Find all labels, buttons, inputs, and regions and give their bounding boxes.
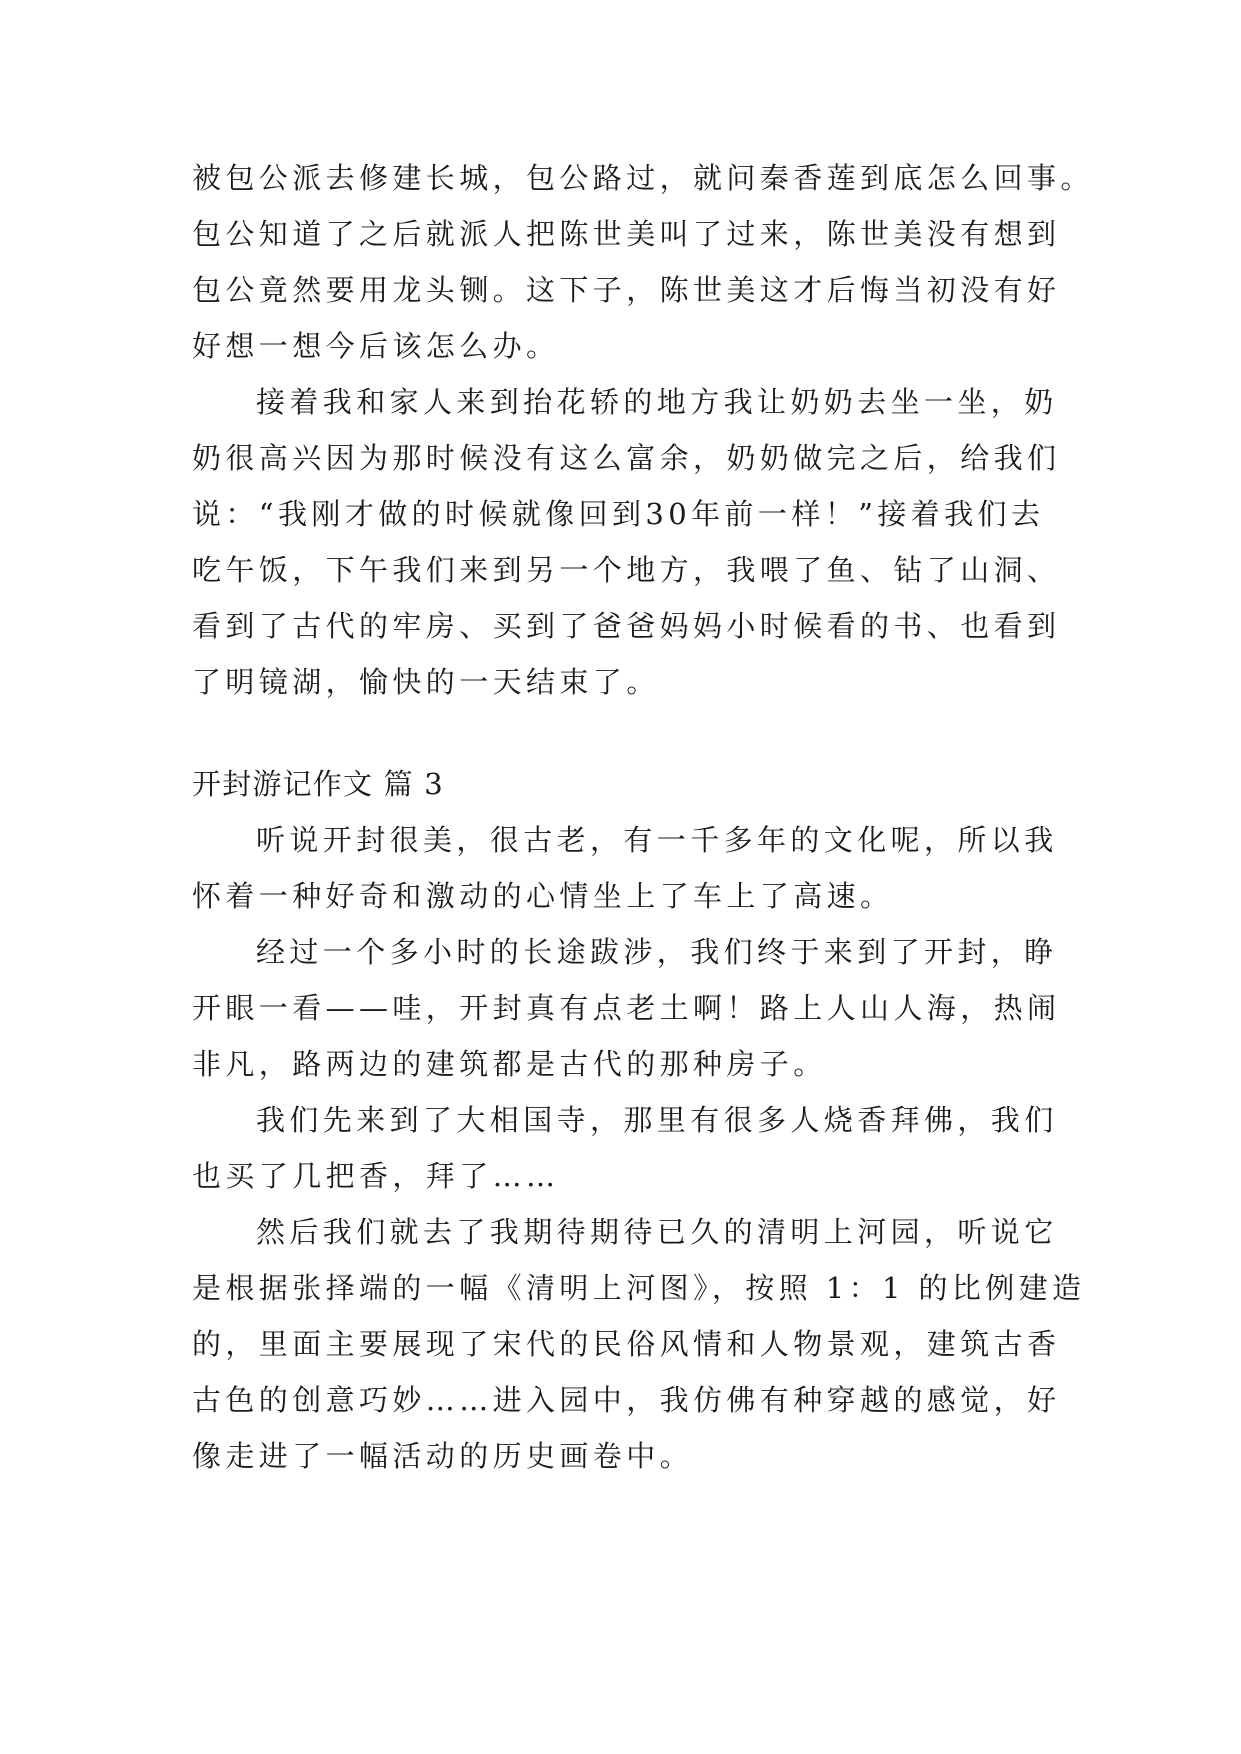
- text-line: 包公竟然要用龙头铡。这下子，陈世美这才后悔当初没有好: [192, 273, 1061, 307]
- text-line: 看到了古代的牢房、买到了爸爸妈妈小时候看的书、也看到: [192, 609, 1061, 643]
- text-line: 像走进了一幅活动的历史画卷中。: [192, 1439, 694, 1473]
- text-line: 被包公派去修建长城，包公路过，就问秦香莲到底怎么回事。: [192, 161, 1094, 195]
- paragraph: [192, 374, 1072, 710]
- text-line: 奶很高兴因为那时候没有这么富余，奶奶做完之后，给我们: [192, 441, 1061, 475]
- text-line: 听说开封很美，很古老，有一千多年的文化呢，所以我: [256, 823, 1058, 857]
- paragraph-continuation: [192, 150, 1094, 374]
- document-page: [192, 150, 1094, 1484]
- text-line: 怀着一种好奇和激动的心情坐上了车上了高速。: [192, 879, 894, 913]
- section-spacer: [192, 710, 1072, 756]
- paragraph: [192, 812, 1072, 924]
- text-line: 经过一个多小时的长途跋涉，我们终于来到了开封，睁: [256, 935, 1058, 969]
- text-line: 包公知道了之后就派人把陈世美叫了过来，陈世美没有想到: [192, 217, 1061, 251]
- text-line: 然后我们就去了我期待期待已久的清明上河园，听说它: [256, 1215, 1058, 1249]
- section-heading: 开封游记作文 篇 3: [192, 767, 444, 801]
- text-line: 非凡，路两边的建筑都是古代的那种房子。: [192, 1047, 827, 1081]
- text-line: 好想一想今后该怎么办。: [192, 329, 560, 363]
- paragraph: [192, 1092, 1072, 1204]
- paragraph: [192, 1204, 1086, 1484]
- text-line: 是根据张择端的一幅《清明上河图》，按照 1：1 的比例建造: [192, 1271, 1086, 1305]
- text-line: 说：“我刚才做的时候就像回到30年前一样！”接着我们去: [192, 497, 1045, 531]
- text-line: 的，里面主要展现了宋代的民俗风情和人物景观，建筑古香: [192, 1327, 1061, 1361]
- paragraph: [192, 924, 1072, 1092]
- text-line: 开眼一看——哇，开封真有点老土啊！路上人山人海，热闹: [192, 991, 1061, 1025]
- text-line: 我们先来到了大相国寺，那里有很多人烧香拜佛，我们: [256, 1103, 1058, 1137]
- text-line: 古色的创意巧妙……进入园中，我仿佛有种穿越的感觉，好: [192, 1383, 1061, 1417]
- text-line: 吃午饭，下午我们来到另一个地方，我喂了鱼、钻了山洞、: [192, 553, 1061, 587]
- text-line: 接着我和家人来到抬花轿的地方我让奶奶去坐一坐，奶: [256, 385, 1058, 419]
- text-line: 也买了几把香，拜了……: [192, 1159, 560, 1193]
- text-line: 了明镜湖，愉快的一天结束了。: [192, 665, 660, 699]
